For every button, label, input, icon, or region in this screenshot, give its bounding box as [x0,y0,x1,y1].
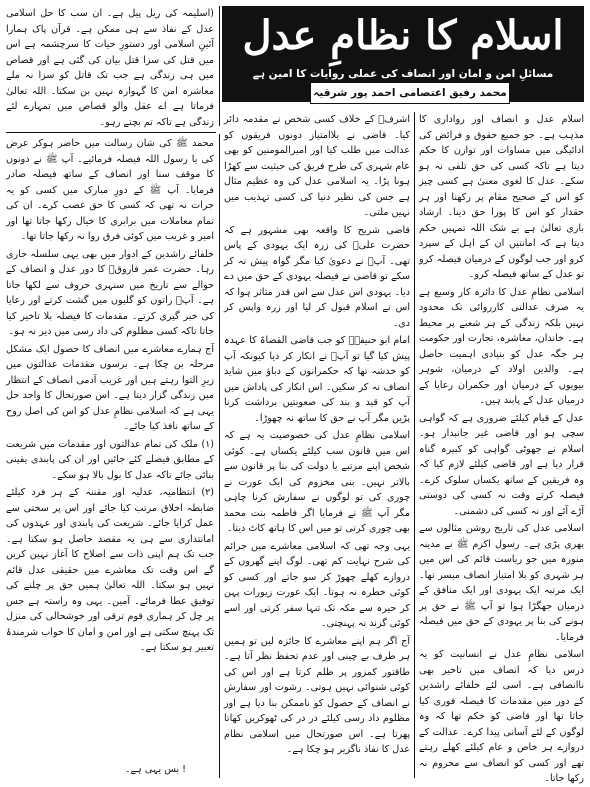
divider [414,112,415,778]
column-right [419,112,584,784]
paragraph: یہی وجہ تھی کہ اسلامی معاشرے میں جرائم کی شرح نہایت کم تھی۔ لوگ اپنے گھروں کے دروازے کھلے چھوڑ کر سو جاتے اور کسی کو کوئی خطرہ نہ ہوتا۔ ایک عورت زیورات پہن کر حیرہ سے مکہ تک تنہا سفر کرتی اور اسے کوئی گزند نہ پہنچتی۔ [224,540,410,629]
divider [219,134,220,778]
paragraph: اسلامی نظامِ عدل کی خصوصیت یہ ہے کہ اس میں قانون سب کیلئے یکساں ہے۔ کوئی شخص اپنے مرتبے یا دولت کی بنا پر قانون سے بالاتر نہیں۔ بنی مخزوم کی ایک عورت نے چوری کی تو لوگوں نے سفارش کرنا چاہی مگر آپ ﷺ نے فرمایا اگر فاطمہ بنت محمد بھی چوری کرتی تو میں اس کا ہاتھ کاٹ دیتا۔ [224,430,410,534]
paragraph: (۱) ملک کی تمام عدالتوں اور مقدمات میں شریعت کے مطابق فیصلے کئے جائیں اور ان کی پابندی یقینی بنائی جائے تاکہ عدل کا بول بالا ہو سکے۔ [6,438,214,481]
column-center [224,112,410,778]
author-byline: محمد رفیق اعتصامی احمد پور شرقیہ [310,82,510,104]
column-top-left [6,6,214,128]
article-subtitle: مسائلِ امن و امان اور انصاف کی عملی روایات کا امین ہے [252,68,554,80]
paragraph: (۲) انتظامیہ، عدلیہ اور مقننہ کے ہر فرد کیلئے ضابطہ اخلاق مرتب کیا جائے اور اس پر سختی سے عمل کرایا جائے۔ شریعت کی پابندی اور عہدوں کی امانتداری سے ہی یہ مقصد حاصل ہو سکتا ہے۔ جب تک ہم اپنی ذات سے اصلاح کا آغاز نہیں کریں گے اس وقت تک معاشرے میں حقیقی عدل قائم نہیں ہو سکتا۔ اللہ تعالیٰ ہمیں حق پر چلنے کی توفیق عطا فرمائے۔ آمین۔ یہی وہ راستہ ہے جس پر چل کر ہماری قوم ترقی اور خوشحالی کی منزل تک پہنچ سکتی ہے اور امن و امان کا خواب شرمندۂ تعبیر ہو سکتا ہے۔ [6,487,214,653]
paragraph: امام ابو حنیفہؒ کو جب قاضی القضاۃ کا عہدہ پیش کیا گیا تو آپؒ نے انکار کر دیا کیونکہ آپ کو خدشہ تھا کہ حکمرانوں کے دباؤ میں شاید انصاف نہ کر سکیں۔ اس انکار کی پاداش میں آپ کو قید و بند کی صعوبتیں برداشت کرنا پڑیں مگر آپ نے حق کا ساتھ نہ چھوڑا۔ [224,335,410,424]
paragraph: (اسلیمہ کی ریل پیل ہے۔ ان سب کا حل اسلامی عدل کے نفاذ سے ہی ممکن ہے۔ قرآن پاک ہمارا آئینِ اسلامی اور دستورِ حیات کا سرچشمہ ہے اس میں قتل کی سزا قتل بیان کی گئی ہے اور قصاص میں ہی زندگی ہے جب تک قاتل کو سزا نہ ملے معاشرہ امن کا گہوارہ نہیں بن سکتا۔ اللہ تعالیٰ فرماتا ہے اے عقل والو قصاص میں تمہارے لئے زندگی ہے تاکہ تم بچتے رہو۔ [6,8,214,128]
paragraph: اسلام عدل و انصاف اور رواداری کا مذہب ہے۔ جو جمیع حقوق و فرائض کی ادائیگی میں مساوات اور توازن کا حکم دیتا ہے تاکہ کسی کی حق تلفی نہ ہو سکے۔ عدل کا لغوی معنیٰ ہے کسی چیز کو اس کے صحیح مقام پر رکھنا اور ہر حقدار کو اس کا پورا حق دینا۔ ارشاد باری تعالیٰ ہے بے شک اللہ تمہیں حکم دیتا ہے کہ امانتیں ان کے اہل کے سپرد کرو اور جب لوگوں کے درمیان فیصلہ کرو تو عدل کے ساتھ فیصلہ کرو۔ [419,114,584,280]
paragraph: محمد ﷺ کی شان رسالت میں حاضر ہوکر عرض کی یا رسول اللہ فیصلہ فرمائیے۔ آپ ﷺ نے دونوں کا موقف سنا اور انصاف کے ساتھ فیصلہ صادر فرمایا۔ آپ ﷺ کے دورِ مبارک میں کسی کو یہ جرات نہ تھی کہ کسی کا حق غصب کرے۔ ان کی تمام معاملات میں برابری کا خیال رکھا جاتا تھا اور امیر و غریب میں کوئی فرق روا نہ رکھا جاتا تھا۔ [6,138,214,242]
divider [6,132,216,133]
column-left [6,136,214,760]
article-title: اسلام کا نظامِ عدل [242,12,564,59]
paragraph: خلفائے راشدین کے ادوار میں بھی یہی سلسلہ جاری رہا۔ حضرت عمر فاروقؓ کا دور عدل و انصاف کے حوالے سے تاریخ میں سنہری حروف سے لکھا جاتا ہے۔ آپؓ راتوں کو گلیوں میں گشت کرتے اور رعایا کی خبر گیری کرتے۔ مقدمات کا فیصلہ بلا تاخیر کیا جاتا تاکہ کسی مظلوم کی داد رسی میں دیر نہ ہو۔ [6,248,214,337]
paragraph: آج اگر ہم اپنے معاشرے کا جائزہ لیں تو ہمیں ہر طرف بے چینی اور عدم تحفظ نظر آتا ہے۔ طاقتور کمزور پر ظلم کرتا ہے اور اس کی کوئی شنوائی نہیں ہوتی۔ رشوت اور سفارش نے انصاف کے حصول کو ناممکن بنا دیا ہے اور مظلوم داد رسی کیلئے در در کی ٹھوکریں کھاتا پھرتا ہے۔ اس صورتحال میں اسلامی نظام عدل کا نفاذ ناگزیر ہو چکا ہے۔ [224,635,410,755]
paragraph: اشرفؓ کے خلاف کسی شخص نے مقدمہ دائر کیا۔ قاضی نے بلاامتیاز دونوں فریقوں کو عدالت میں طلب کیا اور امیرالمومنین کو بھی عام شہری کی طرح فریق کی حیثیت سے کھڑا ہونا پڑا۔ یہ اسلامی عدل کی وہ عظیم مثال ہے جس کی نظیر دنیا کی کسی تہذیب میں نہیں ملتی۔ [224,114,410,218]
paragraph: اسلامی نظامِ عدل نے انسانیت کو یہ درس دیا کہ انصاف میں تاخیر بھی ناانصافی ہے۔ اسی لئے خلفائے راشدین کے دور میں مقدمات کا فیصلہ فوری کیا جاتا تھا اور قاضی کو حکم تھا کہ وہ لوگوں کے لئے آسانی پیدا کرے۔ عدالت کے دروازے ہر خاص و عام کیلئے کھلے رہتے تھے اور کسی کو انصاف سے محروم نہ رکھا جاتا۔ [419,649,584,784]
paragraph: آج ہمارے معاشرے میں انصاف کا حصول ایک مشکل مرحلہ بن چکا ہے۔ برسوں مقدمات عدالتوں میں زیرِ التوا رہتے ہیں اور غریب آدمی انصاف کے انتظار میں زندگی گزار دیتا ہے۔ اس صورتحال کا واحد حل یہی ہے کہ اسلامی نظامِ عدل کو اس کی اصل روح کے ساتھ نافذ کیا جائے۔ [6,343,214,432]
paragraph: عدل کے قیام کیلئے ضروری ہے کہ گواہی سچی ہو اور قاضی غیر جانبدار ہو۔ اسلام نے جھوٹی گواہی کو کبیرہ گناہ قرار دیا ہے اور قاضی کیلئے لازم کیا کہ وہ فریقین کے ساتھ یکساں سلوک کرے۔ فیصلہ کرتے وقت نہ کسی کی دوستی آڑے آئے اور نہ کسی کی دشمنی۔ [419,412,584,517]
paragraph: قاضی شریح کا واقعہ بھی مشہور ہے کہ حضرت علیؓ کی زرہ ایک یہودی کے پاس تھی۔ آپؓ نے دعویٰ کیا مگر گواہ پیش نہ کر سکے تو قاضی نے فیصلہ یہودی کے حق میں دے دیا۔ یہودی اس عدل سے اس قدر متاثر ہوا کہ اس نے اسلام قبول کر لیا اور زرہ واپس کر دی۔ [224,224,410,329]
column-end-text: ! بس یہی ہے۔ [124,764,186,775]
paragraph: اسلامی نظامِ عدل کا دائرہ کار وسیع ہے یہ صرف عدالتی کارروائی تک محدود نہیں بلکہ زندگی کے ہر شعبے پر محیط ہے۔ خاندان، معاشرہ، تجارت اور حکومت ہر جگہ عدل کو بنیادی اہمیت حاصل ہے۔ والدین اولاد کے درمیان، شوہر بیویوں کے درمیان اور حکمران رعایا کے درمیان عدل کے پابند ہیں۔ [419,286,584,406]
paragraph: اسلامی عدل کی تاریخ روشن مثالوں سے بھری پڑی ہے۔ رسول اکرم ﷺ نے مدینہ منورہ میں جو ریاست قائم کی اس میں ہر شہری کو بلا امتیاز انصاف میسر تھا۔ ایک مرتبہ ایک یہودی اور ایک منافق کے درمیان جھگڑا ہوا تو آپ ﷺ نے حق پر ہونے کی بنا پر یہودی کے حق میں فیصلہ فرمایا۔ [419,523,584,643]
divider [219,6,220,126]
